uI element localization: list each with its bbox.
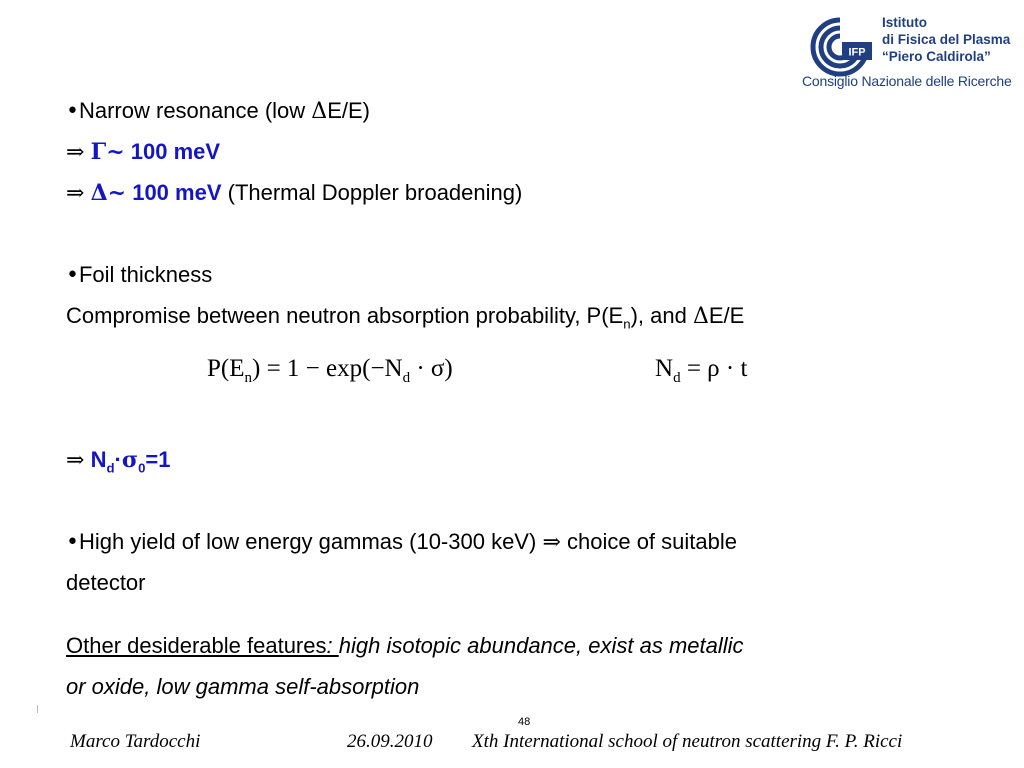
detector-line — [66, 570, 146, 596]
bullet-foil-thickness — [66, 262, 212, 289]
bullet: • — [66, 263, 79, 288]
gamma-value: 100 meV — [130, 139, 221, 164]
text: Compromise between neutron absorption probability, P(E — [66, 303, 624, 328]
bullet-gamma-yield — [66, 529, 737, 556]
features-text: high isotopic abundance, exist as metallic — [338, 633, 744, 658]
eq-part: N — [655, 355, 674, 382]
delta-value: 100 meV — [132, 180, 222, 205]
text: Narrow resonance (low — [78, 98, 312, 123]
doppler-note: (Thermal Doppler broadening) — [227, 180, 523, 205]
footer-author: Marco Tardocchi — [70, 731, 201, 752]
sigma-symbol: σ — [121, 447, 139, 473]
bullet: • — [66, 99, 79, 124]
divider — [37, 705, 38, 713]
footer-date: 26.09.2010 — [347, 731, 433, 752]
implies-arrow-icon: ⇒ — [66, 140, 85, 165]
ifp-logo-mark — [806, 16, 874, 78]
n-symbol: N — [90, 447, 107, 472]
page-number: 48 — [518, 716, 531, 728]
compromise-line — [66, 303, 744, 337]
bullet-narrow-resonance — [66, 98, 370, 125]
delta-width-line — [66, 180, 522, 207]
features-continued-line — [66, 674, 419, 700]
tilde: ~ — [107, 180, 127, 206]
logo-line-2: di Fisica del Plasma — [882, 32, 1011, 47]
text: E/E — [708, 303, 745, 328]
subscript: 0 — [138, 460, 146, 476]
dot: · — [114, 447, 122, 472]
gamma-symbol: Γ — [90, 139, 107, 165]
eq-subscript: n — [244, 370, 252, 386]
eq-subscript: d — [673, 370, 681, 386]
subscript: d — [106, 460, 115, 476]
delta-symbol: Δ — [692, 304, 709, 329]
subscript: n — [623, 316, 631, 332]
implies-arrow-icon: ⇒ — [66, 181, 85, 206]
condition-line — [66, 447, 171, 481]
delta-symbol: Δ — [311, 99, 328, 124]
logo-org: Consiglio Nazionale delle Ricerche — [802, 73, 1012, 89]
bullet: • — [66, 530, 79, 555]
other-features-line — [66, 633, 744, 659]
other-features-label: Other desiderable features — [66, 633, 327, 658]
eq-part: = ρ · t — [680, 355, 748, 382]
ifp-logo — [800, 12, 1015, 96]
eq-subscript: d — [402, 370, 411, 386]
probability-equation — [207, 355, 453, 387]
eq-part: · σ) — [410, 355, 453, 382]
eq-part: ) = 1 − exp(−N — [252, 355, 403, 382]
text: detector — [66, 570, 146, 595]
logo-line-1: Istituto — [882, 15, 927, 30]
condition-value: =1 — [145, 447, 171, 472]
logo-mark-text: IFP — [848, 46, 866, 59]
density-equation — [655, 355, 747, 387]
implies-arrow-icon: ⇒ — [66, 448, 85, 473]
tilde: ~ — [106, 139, 125, 165]
footer-event: Xth International school of neutron scattering F. P. Ricci — [472, 731, 903, 752]
text: Foil thickness — [78, 262, 213, 287]
text: choice of suitable — [560, 529, 737, 554]
text: High yield of low energy gammas (10-300 keV) — [78, 529, 543, 554]
delta-symbol: Δ — [90, 180, 108, 206]
implies-arrow-icon: ⇒ — [542, 530, 561, 555]
text: E/E) — [327, 98, 370, 123]
logo-line-3: “Piero Caldirola” — [882, 49, 991, 64]
colon: : — [326, 633, 339, 658]
eq-part: P(E — [207, 355, 245, 382]
text: ), and — [630, 303, 693, 328]
gamma-width-line — [66, 139, 220, 166]
features-text: or oxide, low gamma self-absorption — [66, 674, 420, 699]
